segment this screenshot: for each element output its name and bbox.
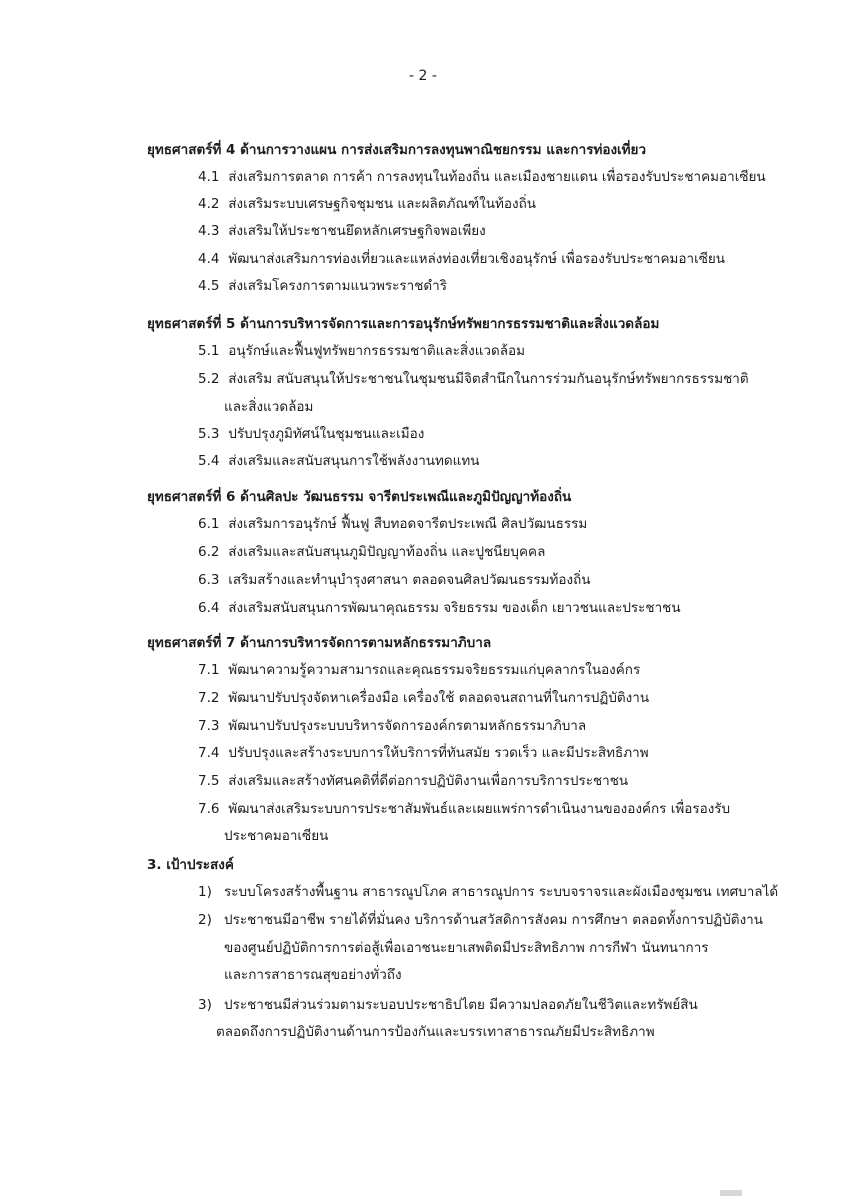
item-text: ส่งเสริมให้ประชาชนยึดหลักเศรษฐกิจพอเพียง [228,223,486,239]
strategy-4-heading: ยุทธศาสตร์ที่ 4 ด้านการวางแผน การส่งเสริมการลงทุนพาณิชยกรรม และการท่องเที่ยว [147,142,647,158]
list-item-continuation: ของศูนย์ปฏิบัติการการต่อสู้เพื่อเอาชนะยาเสพติดมีประสิทธิภาพ การกีฬา นันทนาการ [224,940,709,956]
item-number: 2) [198,912,212,928]
list-item [198,716,586,736]
list-item [198,542,545,562]
item-text: เสริมสร้างและทำนุบำรุงศาสนา ตลอดจนศิลปวัฒนธรรมท้องถิ่น [228,572,591,588]
list-item-continuation: และสิ่งแวดล้อม [224,399,314,415]
item-number: 6.3 [198,572,220,588]
list-item [198,424,424,444]
item-number: 6.2 [198,544,220,560]
item-text: ส่งเสริมสนับสนุนการพัฒนาคุณธรรม จริยธรรม ของเด็ก เยาวชนและประชาชน [228,600,681,616]
item-number: 7.2 [198,690,220,706]
item-text: พัฒนาส่งเสริมการท่องเที่ยวและแหล่งท่องเที่ยวเชิงอนุรักษ์ เพื่อรองรับประชาคมอาเซียน [228,251,725,267]
item-number: 7.1 [198,662,220,678]
list-item-continuation: ตลอดถึงการปฏิบัติงานด้านการป้องกันและบรรเทาสาธารณภัยมีประสิทธิภาพ [216,1024,655,1040]
strategy-6-heading: ยุทธศาสตร์ที่ 6 ด้านศิลปะ วัฒนธรรม จารีตประเพณีและภูมิปัญญาท้องถิ่น [147,489,572,505]
strategy-7-heading: ยุทธศาสตร์ที่ 7 ด้านการบริหารจัดการตามหลักธรรมาภิบาล [147,635,492,651]
item-number: 7.4 [198,745,220,761]
list-item [198,514,587,534]
item-text: ส่งเสริมและสนับสนุนการใช้พลังงานทดแทน [228,453,480,469]
list-item [198,660,640,680]
item-number: 5.4 [198,453,220,469]
item-text: ปรับปรุงและสร้างระบบการให้บริการที่ทันสมัย รวดเร็ว และมีประสิทธิภาพ [228,745,649,761]
item-text: ประชาชนมีอาชีพ รายได้ที่มั่นคง บริการด้านสวัสดิการสังคม การศึกษา ตลอดทั้งการปฏิบัติงาน [224,912,763,928]
list-item [198,688,649,708]
item-number: 6.1 [198,516,220,532]
list-item [198,771,628,791]
list-item [198,882,778,902]
list-item [198,194,536,214]
item-text: พัฒนาส่งเสริมระบบการประชาสัมพันธ์และเผยแพร่การดำเนินงานขององค์กร เพื่อรองรับ [228,801,731,817]
list-item [198,249,725,269]
list-item [198,341,525,361]
scan-artifact [720,1190,742,1196]
list-item [198,167,766,187]
item-number: 4.4 [198,251,220,267]
item-text: พัฒนาความรู้ความสามารถและคุณธรรมจริยธรรมแก่บุคลากรในองค์กร [228,662,641,678]
item-text: อนุรักษ์และฟื้นฟูทรัพยากรธรรมชาติและสิ่งแวดล้อม [228,343,526,359]
item-text: ระบบโครงสร้างพื้นฐาน สาธารณูปโภค สาธารณูปการ ระบบจราจรและผังเมืองชุมชน เทศบาลได้ [224,884,779,900]
list-item [198,799,730,819]
item-text: ส่งเสริมโครงการตามแนวพระราชดำริ [228,278,448,294]
item-text: พัฒนาปรับปรุงจัดหาเครื่องมือ เครื่องใช้ ตลอดจนสถานที่ในการปฏิบัติงาน [228,690,650,706]
list-item [198,451,480,471]
list-item-continuation: และการสาธารณสุขอย่างทั่วถึง [224,967,402,983]
list-item [198,221,486,241]
item-number: 4.5 [198,278,220,294]
list-item [198,910,763,930]
list-item [198,743,649,763]
item-text: พัฒนาปรับปรุงระบบบริหารจัดการองค์กรตามหลักธรรมาภิบาล [228,718,587,734]
item-number: 4.2 [198,196,220,212]
item-text: ส่งเสริมและสนับสนุนภูมิปัญญาท้องถิ่น และปูชนียบุคคล [228,544,546,560]
list-item [198,369,749,389]
list-item [198,570,591,590]
item-text: ส่งเสริมระบบเศรษฐกิจชุมชน และผลิตภัณฑ์ในท้องถิ่น [228,196,537,212]
item-number: 7.6 [198,801,220,817]
list-item [198,598,681,618]
item-number: 7.3 [198,718,220,734]
item-text: ส่งเสริมการตลาด การค้า การลงทุนในท้องถิ่น และเมืองชายแดน เพื่อรองรับประชาคมอาเซียน [228,169,766,185]
list-item [198,276,447,296]
item-number: 3) [198,997,212,1013]
item-number: 4.3 [198,223,220,239]
goals-heading: 3. เป้าประสงค์ [147,857,234,873]
item-number: 5.3 [198,426,220,442]
item-text: ส่งเสริมและสร้างทัศนคติที่ดีต่อการปฏิบัติงานเพื่อการบริการประชาชน [228,773,629,789]
item-number: 5.1 [198,343,220,359]
item-number: 5.2 [198,371,220,387]
item-number: 6.4 [198,600,220,616]
item-number: 7.5 [198,773,220,789]
page-number: - 2 - [409,68,437,84]
item-text: ประชาชนมีส่วนร่วมตามระบอบประชาธิปไตย มีความปลอดภัยในชีวิตและทรัพย์สิน [224,997,698,1013]
list-item-continuation: ประชาคมอาเซียน [224,828,329,844]
strategy-5-heading: ยุทธศาสตร์ที่ 5 ด้านการบริหารจัดการและการอนุรักษ์ทรัพยากรธรรมชาติและสิ่งแวดล้อม [147,316,660,332]
item-number: 1) [198,884,212,900]
item-text: ปรับปรุงภูมิทัศน์ในชุมชนและเมือง [228,426,425,442]
list-item [198,995,698,1015]
item-text: ส่งเสริมการอนุรักษ์ ฟื้นฟู สืบทอดจารีตประเพณี ศิลปวัฒนธรรม [228,516,588,532]
item-text: ส่งเสริม สนับสนุนให้ประชาชนในชุมชนมีจิตสำนึกในการร่วมกันอนุรักษ์ทรัพยากรธรรมชาติ [228,371,749,387]
item-number: 4.1 [198,169,220,185]
